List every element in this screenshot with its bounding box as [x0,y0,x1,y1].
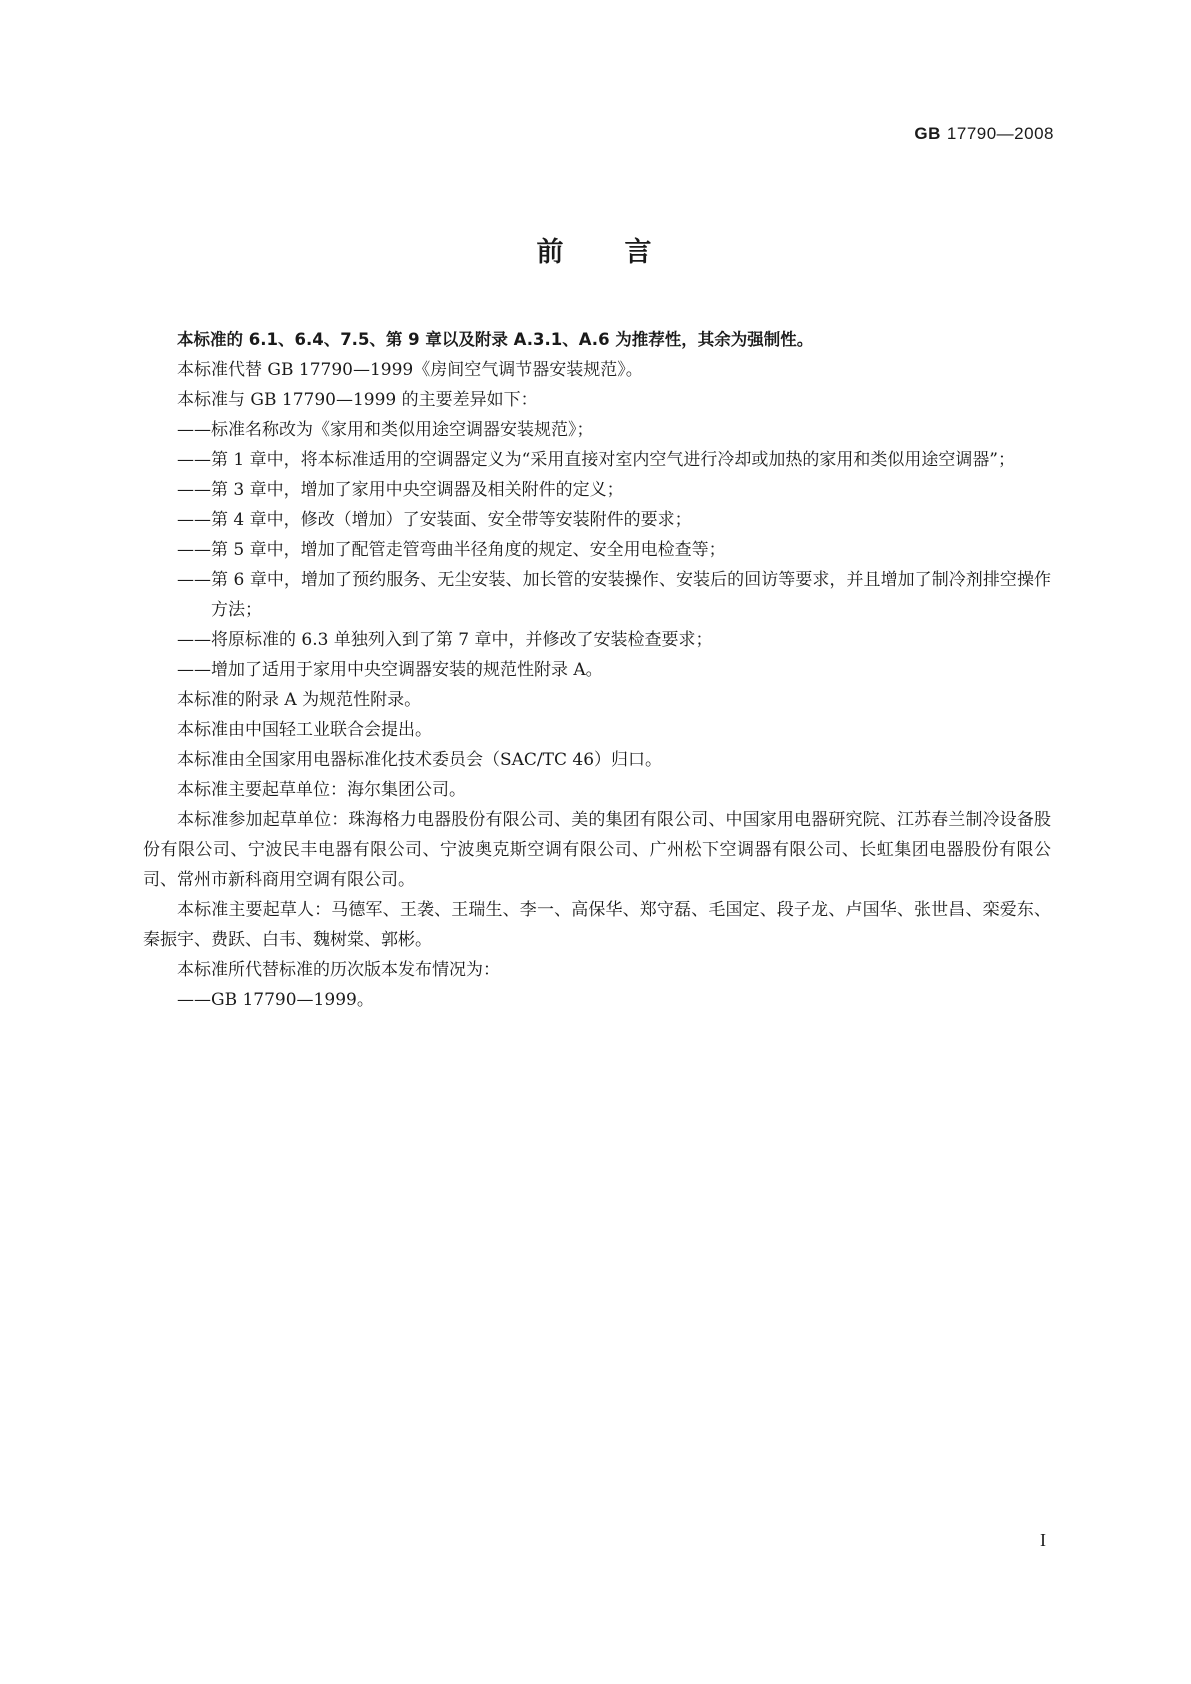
committee-paragraph: 本标准由全国家用电器标准化技术委员会（SAC/TC 46）归口。 [177,750,663,770]
difference-item: ——第 3 章中，增加了家用中央空调器及相关附件的定义； [177,480,624,500]
title-char-2: 言 [624,237,655,268]
version-history-intro: 本标准所代替标准的历次版本发布情况为： [177,960,500,980]
proposer-paragraph: 本标准由中国轻工业联合会提出。 [177,720,432,740]
standard-code-number: 17790—2008 [946,124,1054,143]
difference-item: ——第 4 章中，修改（增加）了安装面、安全带等安装附件的要求； [177,510,692,530]
difference-item: ——标准名称改为《家用和类似用途空调器安装规范》； [177,420,594,440]
page-number: I [1040,1530,1046,1550]
difference-item: ——第 1 章中，将本标准适用的空调器定义为“采用直接对室内空气进行冷却或加热的家用和类似用途空调器”； [177,450,1016,470]
difference-item: ——将原标准的 6.3 单独列入到了第 7 章中，并修改了安装检查要求； [177,630,713,650]
difference-item: ——第 6 章中，增加了预约服务、无尘安装、加长管的安装操作、安装后的回访等要求，并且增加了制冷剂排空操作方法； [177,570,1051,620]
recommended-clauses-paragraph: 本标准的 6.1、6.4、7.5、第 9 章以及附录 A.3.1、A.6 为推荐性，其余为强制性。 [177,330,814,349]
standard-code-prefix: GB [914,124,941,143]
title-char-1: 前 [536,237,567,268]
standard-code [914,124,1054,144]
participating-units: 本标准参加起草单位：珠海格力电器股份有限公司、美的集团有限公司、中国家用电器研究院、江苏春兰制冷设备股份有限公司、宁波民丰电器有限公司、宁波奥克斯空调有限公司、广州松下空调器有限公司、长虹集团电器股份有限公司、常州市新科商用空调有限公司。 [143,810,1051,890]
preface-body [143,325,1051,1015]
replaces-paragraph: 本标准代替 GB 17790—1999《房间空气调节器安装规范》。 [177,360,643,380]
page-title [0,230,1191,269]
appendix-note: 本标准的附录 A 为规范性附录。 [177,690,422,710]
difference-item: ——第 5 章中，增加了配管走管弯曲半径角度的规定、安全用电检查等； [177,540,726,560]
main-drafter-unit: 本标准主要起草单位：海尔集团公司。 [177,780,466,800]
version-history-item: ——GB 17790—1999。 [177,990,374,1010]
difference-item: ——增加了适用于家用中央空调器安装的规范性附录 A。 [177,660,603,680]
main-drafters: 本标准主要起草人：马德军、王袭、王瑞生、李一、高保华、郑守磊、毛国定、段子龙、卢国华、张世昌、栾爱东、秦振宇、费跃、白韦、魏树棠、郭彬。 [143,900,1051,950]
differences-intro: 本标准与 GB 17790—1999 的主要差异如下： [177,390,538,410]
